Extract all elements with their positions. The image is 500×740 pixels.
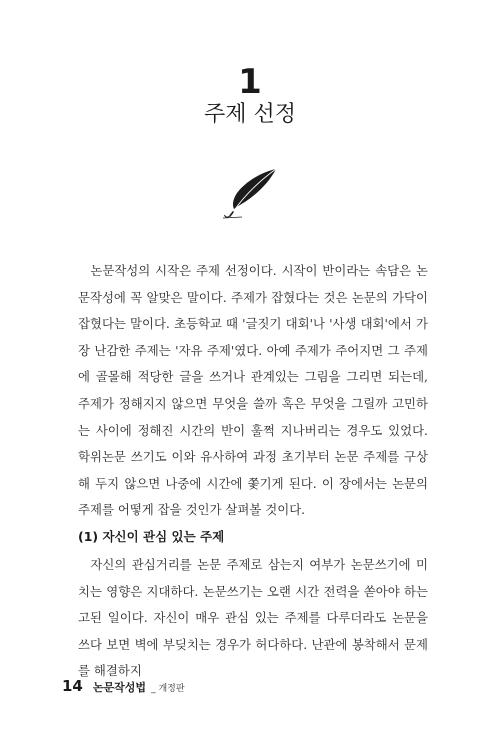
quill-pen-icon <box>222 168 278 220</box>
chapter-title: 주제 선정 <box>203 102 296 127</box>
edition-label: _ 개정판 <box>151 684 185 694</box>
chapter-number: 1 <box>238 62 262 102</box>
page-footer <box>62 676 185 695</box>
intro-paragraph: 논문작성의 시작은 주제 선정이다. 시작이 반이라는 속담은 논문작성에 꼭 알맞은 말이다. 주제가 잡혔다는 것은 논문의 가닥이 잡혔다는 말이다. 초등학교 때 '글짓기 대회'나 '사생 대회'에서 가장 난감한 주제는 '자유 주제'였다. 아예 주제가 주어지면 그 주제에 골몰해 적당한 글을 쓰거나 관계있는 그림을 그리면 되는데, 주제가 정해지지 않으면 무엇을 쓸까 혹은 무엇을 그릴까 고민하는 사이에 정해진 시간의 반이 훌쩍 지나버리는 경우도 있었다. 학위논문 쓰기도 이와 유사하여 과정 초기부터 논문 주제를 구상해 두지 않으면 나중에 시간에 쫓기게 된다. 이 장에서는 논문의 주제를 어떻게 잡을 것인가 살펴볼 것이다. <box>78 263 428 518</box>
page-number: 14 <box>62 677 83 695</box>
section-body: 자신의 관심거리를 논문 주제로 삼는지 여부가 논문쓰기에 미치는 영향은 지대하다. 논문쓰기는 오랜 시간 전력을 쏟아야 하는 고된 일이다. 자신이 매우 관심 있는 주제를 다루더라도 논문을 쓰다 보면 벽에 부딪치는 경우가 허다하다. 난관에 봉착해서 문제를 해결하지 <box>78 557 428 679</box>
running-head <box>93 676 185 695</box>
book-title: 논문작성법 <box>92 681 147 694</box>
section-heading: (1) 자신이 관심 있는 주제 <box>78 529 225 544</box>
